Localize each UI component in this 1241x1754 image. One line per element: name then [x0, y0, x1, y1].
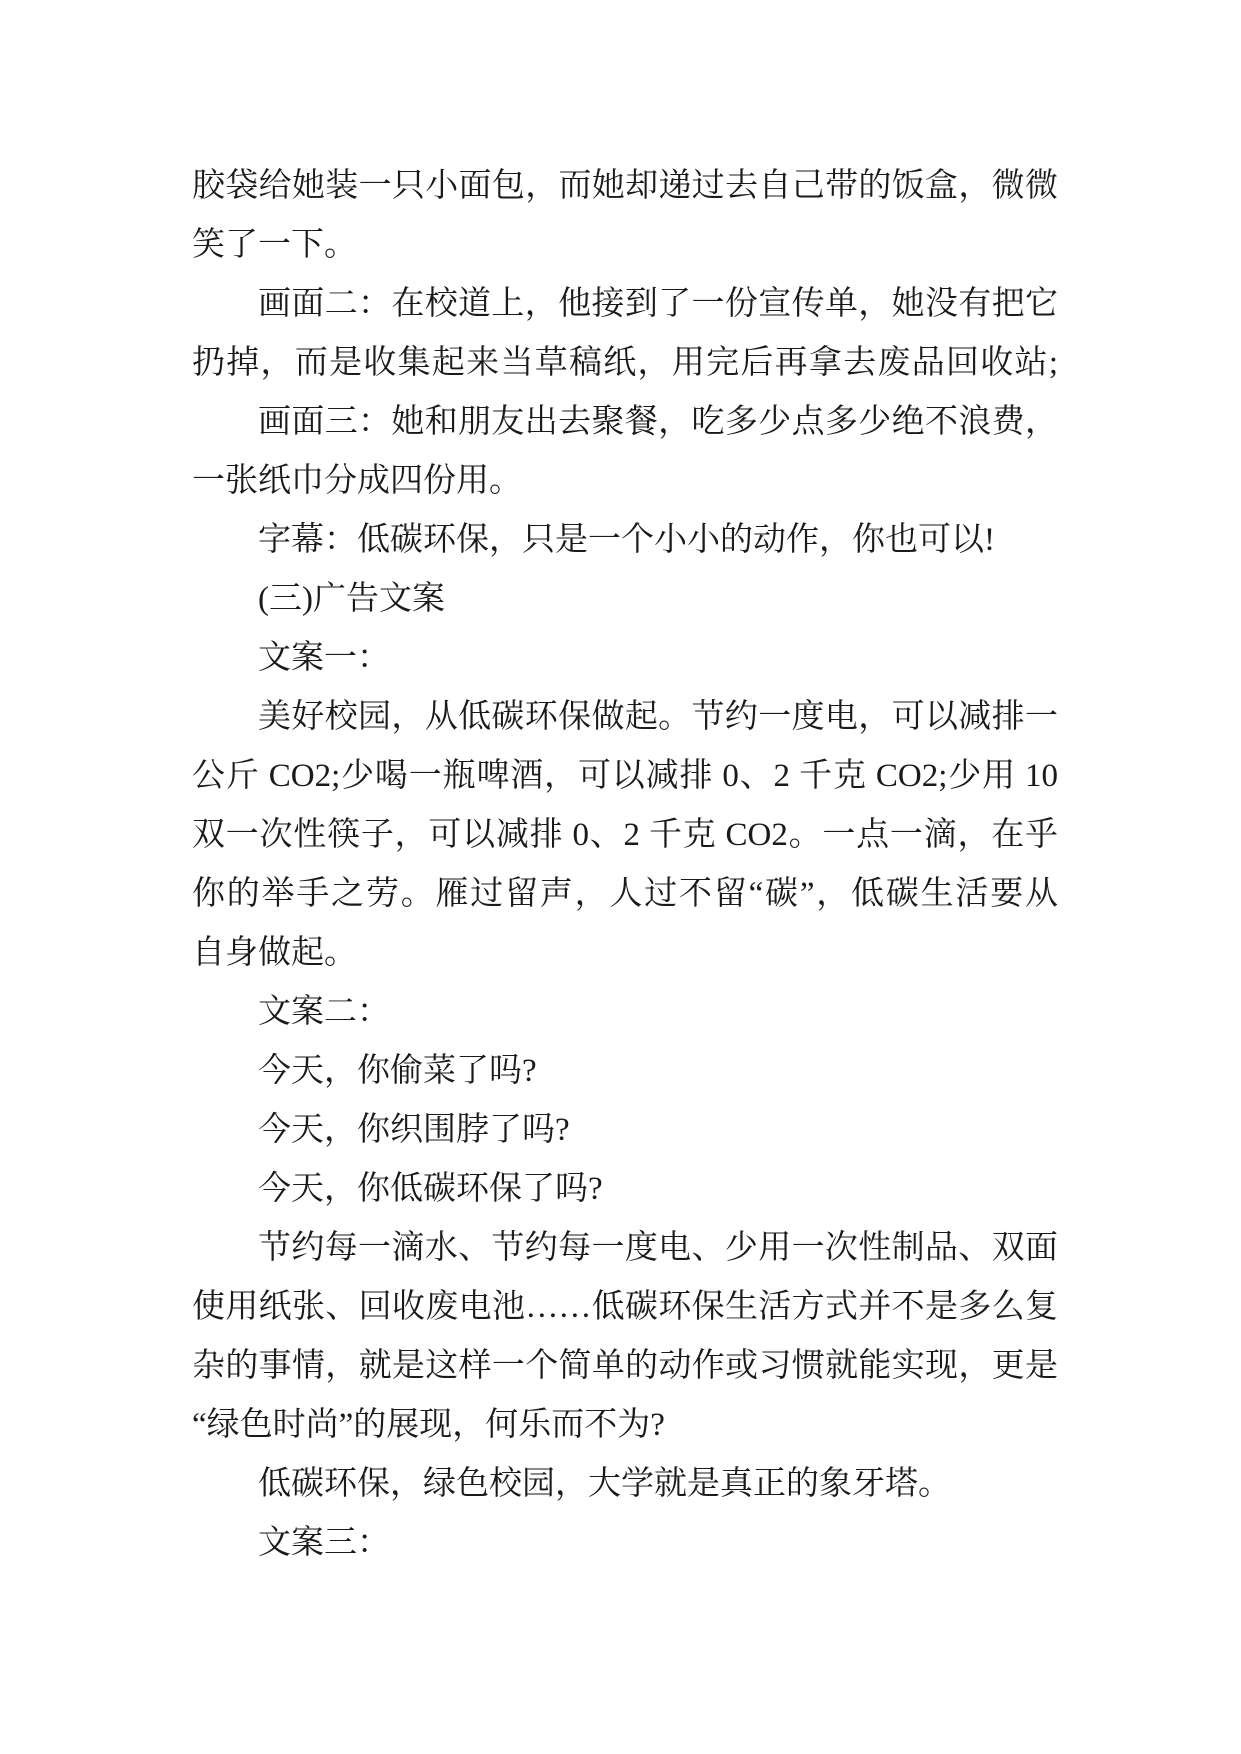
paragraph-line: 字幕：低碳环保，只是一个小小的动作，你也可以! [258, 522, 995, 558]
paragraph-line: 今天，你织围脖了吗? [258, 1112, 570, 1148]
subheading: 文案一： [258, 640, 390, 676]
paragraph-line: 美好校园，从低碳环保做起。节约一度电，可以减排一 [258, 699, 1058, 735]
paragraph-line: 自身做起。 [192, 935, 357, 971]
paragraph-line: 今天，你偷菜了吗? [258, 1053, 537, 1089]
paragraph-line: 扔掉，而是收集起来当草稿纸，用完后再拿去废品回收站; [192, 345, 1058, 381]
paragraph-line: 公斤 CO2;少喝一瓶啤酒，可以减排 0、2 千克 CO2;少用 10 [192, 758, 1058, 794]
paragraph-line: 画面三：她和朋友出去聚餐，吃多少点多少绝不浪费， [258, 404, 1058, 440]
paragraph-line: 一张纸巾分成四份用。 [192, 463, 522, 499]
paragraph-line: “绿色时尚”的展现，何乐而不为? [192, 1407, 665, 1443]
paragraph-line: 杂的事情，就是这样一个简单的动作或习惯就能实现，更是 [192, 1348, 1058, 1384]
section-heading: (三)广告文案 [258, 581, 445, 617]
paragraph-line: 双一次性筷子，可以减排 0、2 千克 CO2。一点一滴，在乎 [192, 817, 1058, 853]
paragraph-line: 低碳环保，绿色校园，大学就是真正的象牙塔。 [258, 1466, 951, 1502]
paragraph-line: 画面二：在校道上，他接到了一份宣传单，她没有把它 [258, 286, 1058, 322]
subheading: 文案三： [258, 1525, 390, 1561]
paragraph-line: 节约每一滴水、节约每一度电、少用一次性制品、双面 [258, 1230, 1058, 1266]
paragraph-line: 你的举手之劳。雁过留声，人过不留“碳”，低碳生活要从 [192, 876, 1058, 912]
paragraph-line: 使用纸张、回收废电池……低碳环保生活方式并不是多么复 [192, 1289, 1058, 1325]
subheading: 文案二： [258, 994, 390, 1030]
paragraph-line: 笑了一下。 [192, 227, 357, 263]
paragraph-line: 胶袋给她装一只小面包，而她却递过去自己带的饭盒，微微 [192, 168, 1058, 204]
paragraph-line: 今天，你低碳环保了吗? [258, 1171, 603, 1207]
